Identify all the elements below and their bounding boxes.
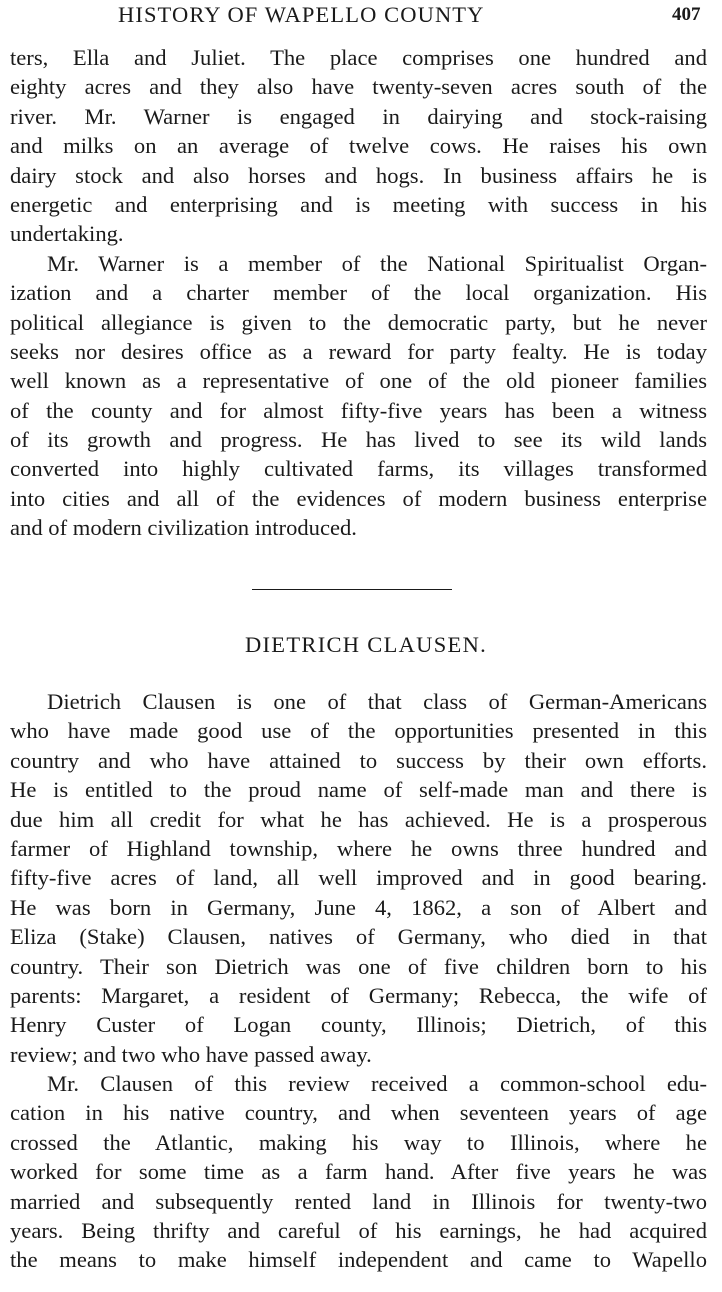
paragraph	[10, 1069, 707, 1275]
text-line: years. Being thrifty and careful of his earnings, he had acquired	[10, 1218, 707, 1244]
text-line: Mr. Warner is a member of the National Spiritualist Organ-	[47, 250, 707, 276]
running-head	[0, 0, 722, 34]
text-line: due him all credit for what he has achieved. He is a prosperous	[10, 806, 707, 832]
text-line: seeks nor desires office as a reward for party fealty. He is today	[10, 338, 707, 364]
text-line: political allegiance is given to the democratic party, but he never	[10, 309, 707, 335]
running-head-title: HISTORY OF WAPELLO COUNTY	[118, 2, 485, 27]
text-line: of the county and for almost fifty-five years has been a witness	[10, 397, 707, 423]
text-line: country. Their son Dietrich was one of five children born to his	[10, 953, 707, 979]
text-line: eighty acres and they also have twenty-seven acres south of the	[10, 74, 707, 100]
text-line: river. Mr. Warner is engaged in dairying and stock-raising	[10, 103, 707, 129]
text-line: parents: Margaret, a resident of Germany; Rebecca, the wife of	[10, 982, 707, 1008]
text-line: married and subsequently rented land in Illinois for twenty-two	[10, 1188, 707, 1214]
text-line: dairy stock and also horses and hogs. In business affairs he is	[10, 162, 707, 188]
text-line: the means to make himself independent and came to Wapello	[10, 1247, 707, 1273]
text-line: crossed the Atlantic, making his way to Illinois, where he	[10, 1129, 707, 1155]
text-line: worked for some time as a farm hand. After five years he was	[10, 1159, 707, 1185]
text-line: ization and a charter member of the local organization. His	[10, 280, 707, 306]
text-line: country and who have attained to success by their own efforts.	[10, 747, 707, 773]
text-line: undertaking.	[10, 221, 124, 247]
text-line: Mr. Clausen of this review received a common-school edu-	[47, 1071, 707, 1097]
section-body-text	[10, 687, 707, 1275]
text-line: cation in his native country, and when seventeen years of age	[10, 1100, 707, 1126]
text-line: review; and two who have passed away.	[10, 1041, 372, 1067]
text-line: fifty-five acres of land, all well improved and in good bearing.	[10, 865, 707, 891]
text-line: Dietrich Clausen is one of that class of German-Americans	[47, 689, 707, 714]
text-line: ters, Ella and Juliet. The place comprises one hundred and	[10, 45, 707, 70]
text-line: and milks on an average of twelve cows. He raises his own	[10, 133, 707, 159]
text-line: He was born in Germany, June 4, 1862, a son of Albert and	[10, 894, 707, 920]
section-heading: DIETRICH CLAUSEN.	[244, 632, 488, 657]
paragraph	[10, 43, 707, 249]
text-line: and of modern civilization introduced.	[10, 515, 357, 541]
text-line: He is entitled to the proud name of self-made man and there is	[10, 777, 707, 803]
text-line: Eliza (Stake) Clausen, natives of Germany, who died in that	[10, 924, 707, 950]
text-line: Henry Custer of Logan county, Illinois; Dietrich, of this	[10, 1012, 707, 1038]
text-line: converted into highly cultivated farms, its villages transformed	[10, 456, 707, 482]
page-number: 407	[672, 4, 701, 25]
text-line: well known as a representative of one of the old pioneer families	[10, 368, 707, 394]
text-line: of its growth and progress. He has lived to see its wild lands	[10, 427, 707, 453]
paragraph	[10, 249, 707, 543]
continued-biography-text	[10, 43, 707, 543]
text-line: who have made good use of the opportunities presented in this	[10, 718, 707, 744]
section-divider-rule	[252, 589, 452, 590]
text-line: farmer of Highland township, where he owns three hundred and	[10, 835, 707, 861]
text-line: energetic and enterprising and is meeting with success in his	[10, 191, 707, 217]
text-line: into cities and all of the evidences of modern business enterprise	[10, 485, 707, 511]
paragraph	[10, 687, 707, 1069]
